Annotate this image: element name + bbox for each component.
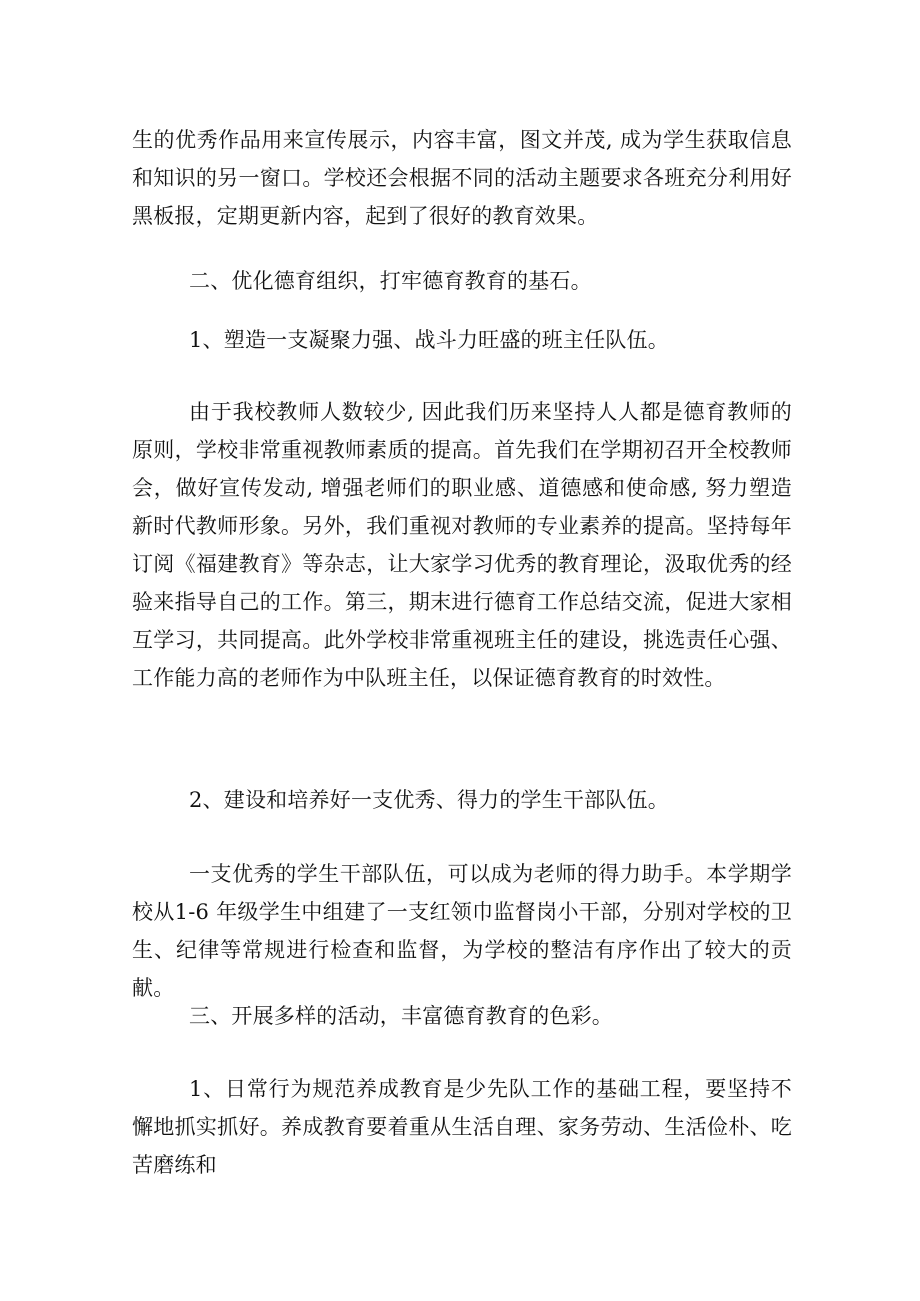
- subheading-2-1: 1、塑造一支凝聚力强、战斗力旺盛的班主任队伍。: [189, 328, 669, 352]
- section-heading-3: 三、开展多样的活动，丰富德育教育的色彩。: [189, 1004, 613, 1028]
- paragraph-4: 由于我校教师人数较少, 因此我们历来坚持人人都是德育教师的原则，学校非常重视教师素质的提高。首先我们在学期初召开全校教师会，做好宣传发动, 增强老师们的职业感、道德感和使命感, 努力塑造新时代教师形象。另外，我们重视对教师的专业素养的提高。坚持每年订阅《福建教育》等杂志，让大家学习优秀的教育理论，汲取优秀的经验来指导自己的工作。第三，期末进行德育工作总结交流，促进大家相互学习，共同提高。此外学校非常重视班主任的建设，挑选责任心强、工作能力高的老师作为中队班主任，以保证德育教育的时效性。: [132, 400, 792, 690]
- paragraph-1: 生的优秀作品用来宣传展示，内容丰富，图文并茂, 成为学生获取信息和知识的另一窗口。学校还会根据不同的活动主题要求各班充分利用好黑板报，定期更新内容，起到了很好的教育效果。: [132, 128, 792, 228]
- subheading-2-2: 2、建设和培养好一支优秀、得力的学生干部队伍。: [189, 788, 669, 812]
- paragraph-8: 1、日常行为规范养成教育是少先队工作的基础工程，要坚持不懈地抓实抓好。养成教育要着重从生活自理、家务劳动、生活俭朴、吃苦磨练和: [132, 1077, 792, 1177]
- paragraph-6: 一支优秀的学生干部队伍，可以成为老师的得力助手。本学期学校从1-6 年级学生中组建了一支红领巾监督岗小干部，分别对学校的卫生、纪律等常规进行检查和监督，为学校的整洁有序作出了较大的贡献。: [132, 862, 792, 1000]
- section-heading-2: 二、优化德育组织，打牢德育教育的基石。: [189, 269, 592, 293]
